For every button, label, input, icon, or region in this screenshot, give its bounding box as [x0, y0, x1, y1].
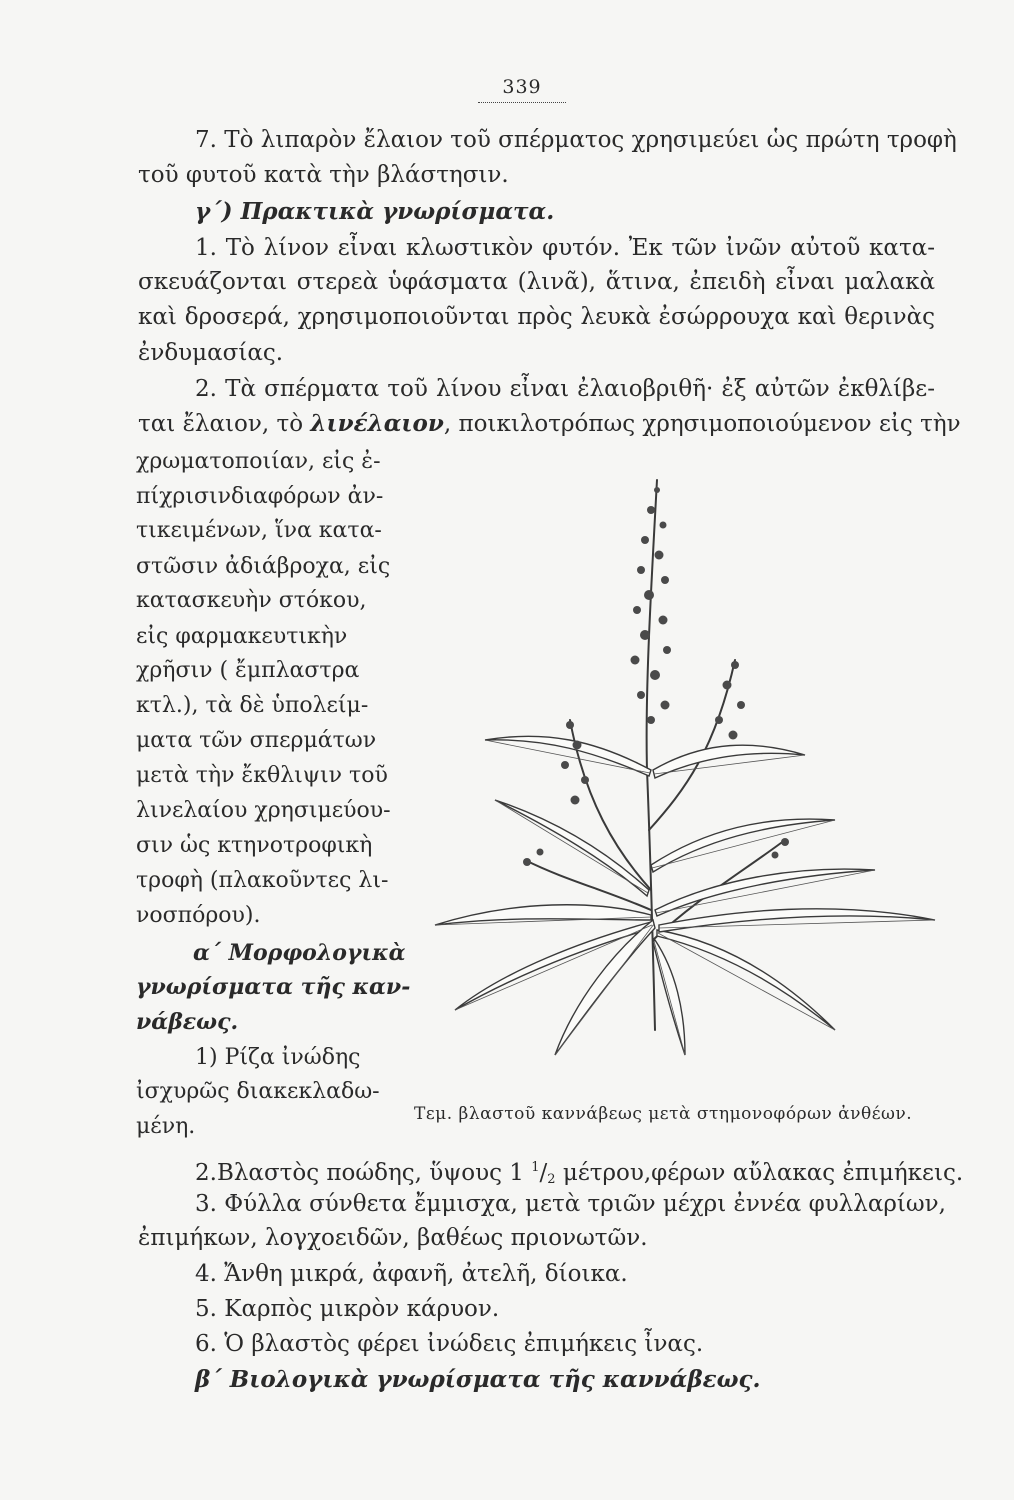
fraction-numerator: 1 [531, 1160, 540, 1175]
hemp-plant-illustration-icon [415, 470, 945, 1060]
fraction-slash: / [539, 1160, 548, 1186]
text-line: 7. Τὸ λιπαρὸν ἔλαιον τοῦ σπέρματος χρησιμεύει ὡς πρώτη τροφὴ [195, 127, 957, 153]
term-linseed-oil: λινέλαιον [310, 410, 444, 437]
column-line: πίχρισινδιαφόρων ἀν- [136, 484, 384, 509]
column-line: τικειμένων, ἵνα κατα- [136, 518, 382, 543]
column-line: σιν ὡς κτηνοτροφικὴ [136, 833, 373, 858]
fraction-denominator: 2 [547, 1172, 556, 1187]
column-line: νοσπόρου). [136, 903, 261, 928]
text-span: 2.Βλαστὸς ποώδης, ὕψους 1 [195, 1160, 532, 1186]
text-line: ἐνδυμασίας. [138, 340, 284, 366]
text-line: τοῦ φυτοῦ κατὰ τὴν βλάστησιν. [138, 162, 509, 188]
text-line: 4. Ἄνθη μικρά, ἀφανῆ, ἀτελῆ, δίοικα. [195, 1261, 628, 1287]
section-heading-morphology: γνωρίσματα τῆς καν- [136, 974, 411, 1000]
text-line-linseed [138, 408, 961, 440]
column-line: χρῆσιν ( ἔμπλαστρα [136, 658, 360, 683]
text-line: 2. Τὰ σπέρματα τοῦ λίνου εἶναι ἐλαιοβριθῆ· ἐξ αὐτῶν ἐκθλίβε- [195, 376, 935, 402]
text-span: ται ἔλαιον, τὸ [138, 411, 311, 437]
text-line: καὶ δροσερά, χρησιμοποιοῦνται πρὸς λευκὰ ἐσώρρουχα καὶ θερινὰς [138, 304, 935, 330]
text-line: 1. Τὸ λίνον εἶναι κλωστικὸν φυτόν. Ἐκ τῶν ἰνῶν αὐτοῦ κατα- [195, 235, 935, 261]
section-heading-morphology: νάβεως. [136, 1009, 239, 1035]
text-line: 3. Φύλλα σύνθετα ἔμμισχα, μετὰ τριῶν μέχρι ἐννέα φυλλαρίων, [195, 1191, 946, 1217]
column-line: χρωματοποιίαν, εἰς ἐ- [136, 449, 381, 474]
column-line: εἰς φαρμακευτικὴν [136, 624, 348, 649]
column-line: κτλ.), τὰ δὲ ὑπολείμ- [136, 693, 369, 718]
text-line: 6. Ὁ βλαστὸς φέρει ἰνώδεις ἐπιμήκεις ἶνας. [195, 1331, 704, 1357]
column-line: ματα τῶν σπερμάτων [136, 728, 377, 753]
column-line: 1) Ρίζα ἰνώδης [195, 1045, 361, 1070]
column-line: μετὰ τὴν ἔκθλιψιν τοῦ [136, 763, 388, 788]
page-number: 339 [502, 76, 542, 98]
column-line: κατασκευὴν στόκου, [136, 588, 367, 613]
section-heading-biology: β΄ Βιολογικὰ γνωρίσματα τῆς καννάβεως. [195, 1366, 761, 1393]
figure-caption: Τεμ. βλαστοῦ καννάβεως μετὰ στημονοφόρων ἀνθέων. [414, 1104, 913, 1124]
text-span: , ποικιλοτρόπως χρησιμοποιούμενον εἰς τὴν [443, 411, 961, 437]
text-span: μέτρου,φέρων αὔλακας ἐπιμήκεις. [555, 1160, 964, 1186]
text-line: 5. Καρπὸς μικρὸν κάρυον. [195, 1296, 500, 1322]
column-line: ἰσχυρῶς διακεκλαδω- [136, 1079, 380, 1104]
text-line: ἐπιμήκων, λογχοειδῶν, βαθέως πριονωτῶν. [138, 1225, 648, 1251]
section-heading-practical: γ΄) Πρακτικὰ γνωρίσματα. [195, 198, 555, 225]
section-heading-morphology: α΄ Μορφολογικὰ [193, 940, 406, 966]
column-line: μένη. [136, 1114, 196, 1139]
page-number-rule [478, 102, 566, 103]
text-line: σκευάζονται στερεὰ ὑφάσματα (λινᾶ), ἅτινα, ἐπειδὴ εἶναι μαλακὰ [138, 269, 935, 295]
column-line: τροφὴ (πλακοῦντες λι- [136, 868, 389, 893]
column-line: στῶσιν ἀδιάβροχα, εἰς [136, 554, 391, 579]
column-line: λινελαίου χρησιμεύου- [136, 798, 391, 823]
